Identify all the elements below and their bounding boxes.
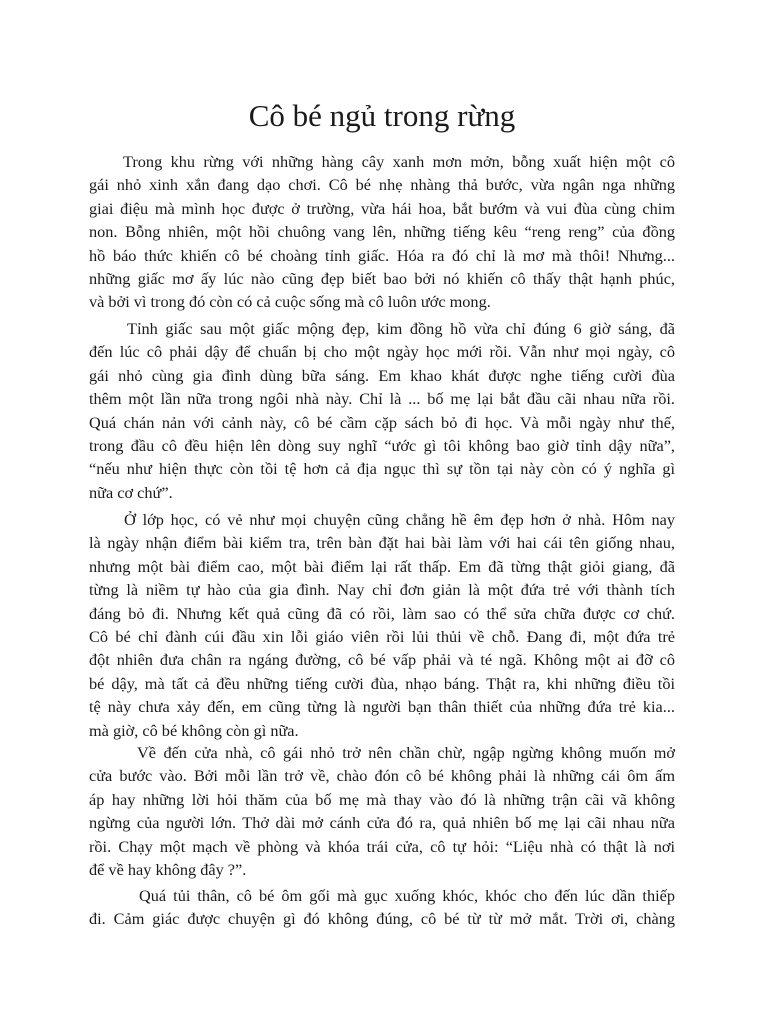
text-line: gái nhỏ cùng gia đình dùng bữa sáng. Em khao khát được nghe tiếng cười đùa [89, 365, 675, 385]
text-line: đến lúc cô phải dậy để chuẩn bị cho một ngày học mới rồi. Vẫn như mọi ngày, cô [89, 342, 675, 362]
text-line: Quá tủi thân, cô bé ôm gối mà gục xuống khóc, khóc cho đến lúc dần thiếp [139, 886, 675, 905]
text-line: Cô bé chỉ đành cúi đầu xin lỗi giáo viên rồi lủi thủi về chỗ. Đang đi, một đứa trẻ [89, 627, 675, 647]
text-line: Trong khu rừng với những hàng cây xanh mơn mởn, bỗng xuất hiện một cô [123, 152, 675, 171]
text-line: gái nhỏ xinh xắn đang dạo chơi. Cô bé nhẹ nhàng thả bước, vừa ngân nga những [89, 175, 675, 195]
text-line: bé dậy, mà tất cả đều những tiếng cười đùa, nhạo báng. Thật ra, khi những điều tồi [89, 673, 675, 693]
text-line: trong đầu cô đều hiện lên dòng suy nghĩ “ước gì tôi không bao giờ tỉnh dậy nữa”, [89, 436, 675, 456]
text-line: tệ này chưa xảy đến, em cũng từng là người bạn thân thiết của những đứa trẻ kia... [89, 697, 675, 717]
text-line: mà giờ, cô bé không còn gì nữa. [89, 720, 299, 740]
text-line: những giấc mơ ấy lúc nào cũng đẹp biết bao bởi nó khiến cô thấy thật hạnh phúc, [89, 269, 675, 289]
text-line: áp hay những lời hỏi thăm của bố mẹ mà thay vào đó là những trận cãi vã không [89, 789, 675, 809]
text-line: đi. Cảm giác được chuyện gì đó không đúng, cô bé từ từ mở mắt. Trời ơi, chàng [89, 909, 675, 929]
document-title: Cô bé ngủ trong rừng [248, 98, 516, 133]
text-line: rồi. Chạy một mạch về phòng và khóa trái cửa, cô tự hỏi: “Liệu nhà có thật là nơi [89, 836, 675, 856]
paragraph-1 [89, 150, 675, 314]
paragraph-4 [89, 741, 675, 881]
text-line: hồ báo thức khiến cô bé choàng tỉnh giấc. Hóa ra đó chỉ là mơ mà thôi! Nhưng... [89, 245, 675, 265]
paragraph-2 [89, 317, 675, 504]
text-line: Ở lớp học, có vẻ như mọi chuyện cũng chẳng hề êm đẹp hơn ở nhà. Hôm nay [124, 510, 675, 529]
document-page [89, 0, 675, 1024]
text-line: cửa bước vào. Bởi mỗi lần trở về, chào đón cô bé không phải là những cái ôm ấm [89, 766, 675, 786]
text-line: nữa cơ chứ”. [89, 482, 173, 502]
text-line: đáng bỏ đi. Nhưng kết quả cũng đã có rồi, làm sao có thể sửa chữa được cơ chứ. [89, 603, 675, 623]
text-line: để về hay không đây ?”. [89, 860, 247, 880]
text-line: “nếu như hiện thực còn tồi tệ hơn cả địa ngục thì sự tồn tại này còn có ý nghĩa gì [89, 459, 675, 479]
text-line: và bởi vì trong đó còn có cả cuộc sống mà cô luôn ước mong. [89, 292, 491, 312]
paragraph-3 [89, 508, 675, 742]
text-line: non. Bỗng nhiên, một hồi chuông vang lên, những tiếng kêu “reng reng” của đồng [89, 222, 675, 242]
text-line: giai điệu mà mình học được ở trường, vừa hái hoa, bắt bướm và vui đùa cùng chim [89, 198, 675, 218]
text-line: ngừng của người lớn. Thở dài mở cánh cửa đó ra, quả nhiên bố mẹ lại cãi nhau nữa [89, 813, 675, 833]
text-line: Về đến cửa nhà, cô gái nhỏ trở nên chần chừ, ngập ngừng không muốn mở [137, 743, 675, 762]
text-line: là ngày nhận điểm bài kiểm tra, trên bàn đặt hai bài làm với hai cái tên giống nhau, [89, 533, 675, 553]
text-line: Tỉnh giấc sau một giấc mộng đẹp, kim đồng hồ vừa chỉ đúng 6 giờ sáng, đã [127, 319, 675, 338]
text-line: từng là niềm tự hào của gia đình. Nay chỉ đơn giản là một đứa trẻ với thành tích [89, 580, 675, 600]
text-line: đột nhiên đưa chân ra ngáng đường, cô bé vấp phải và té ngã. Không một ai đỡ cô [89, 650, 675, 670]
text-line: thêm một lần nữa trong ngôi nhà này. Chỉ là ... bố mẹ lại bắt đầu cãi nhau nữa rồi. [89, 389, 675, 409]
paragraph-5 [89, 884, 675, 931]
text-line: Quá chán nản với cảnh này, cô bé cầm cặp sách bỏ đi học. Và mỗi ngày như thế, [89, 412, 675, 432]
text-line: nhưng một bài điểm cao, một bài điểm lại rất thấp. Em đã từng thật giỏi giang, đã [89, 556, 675, 576]
